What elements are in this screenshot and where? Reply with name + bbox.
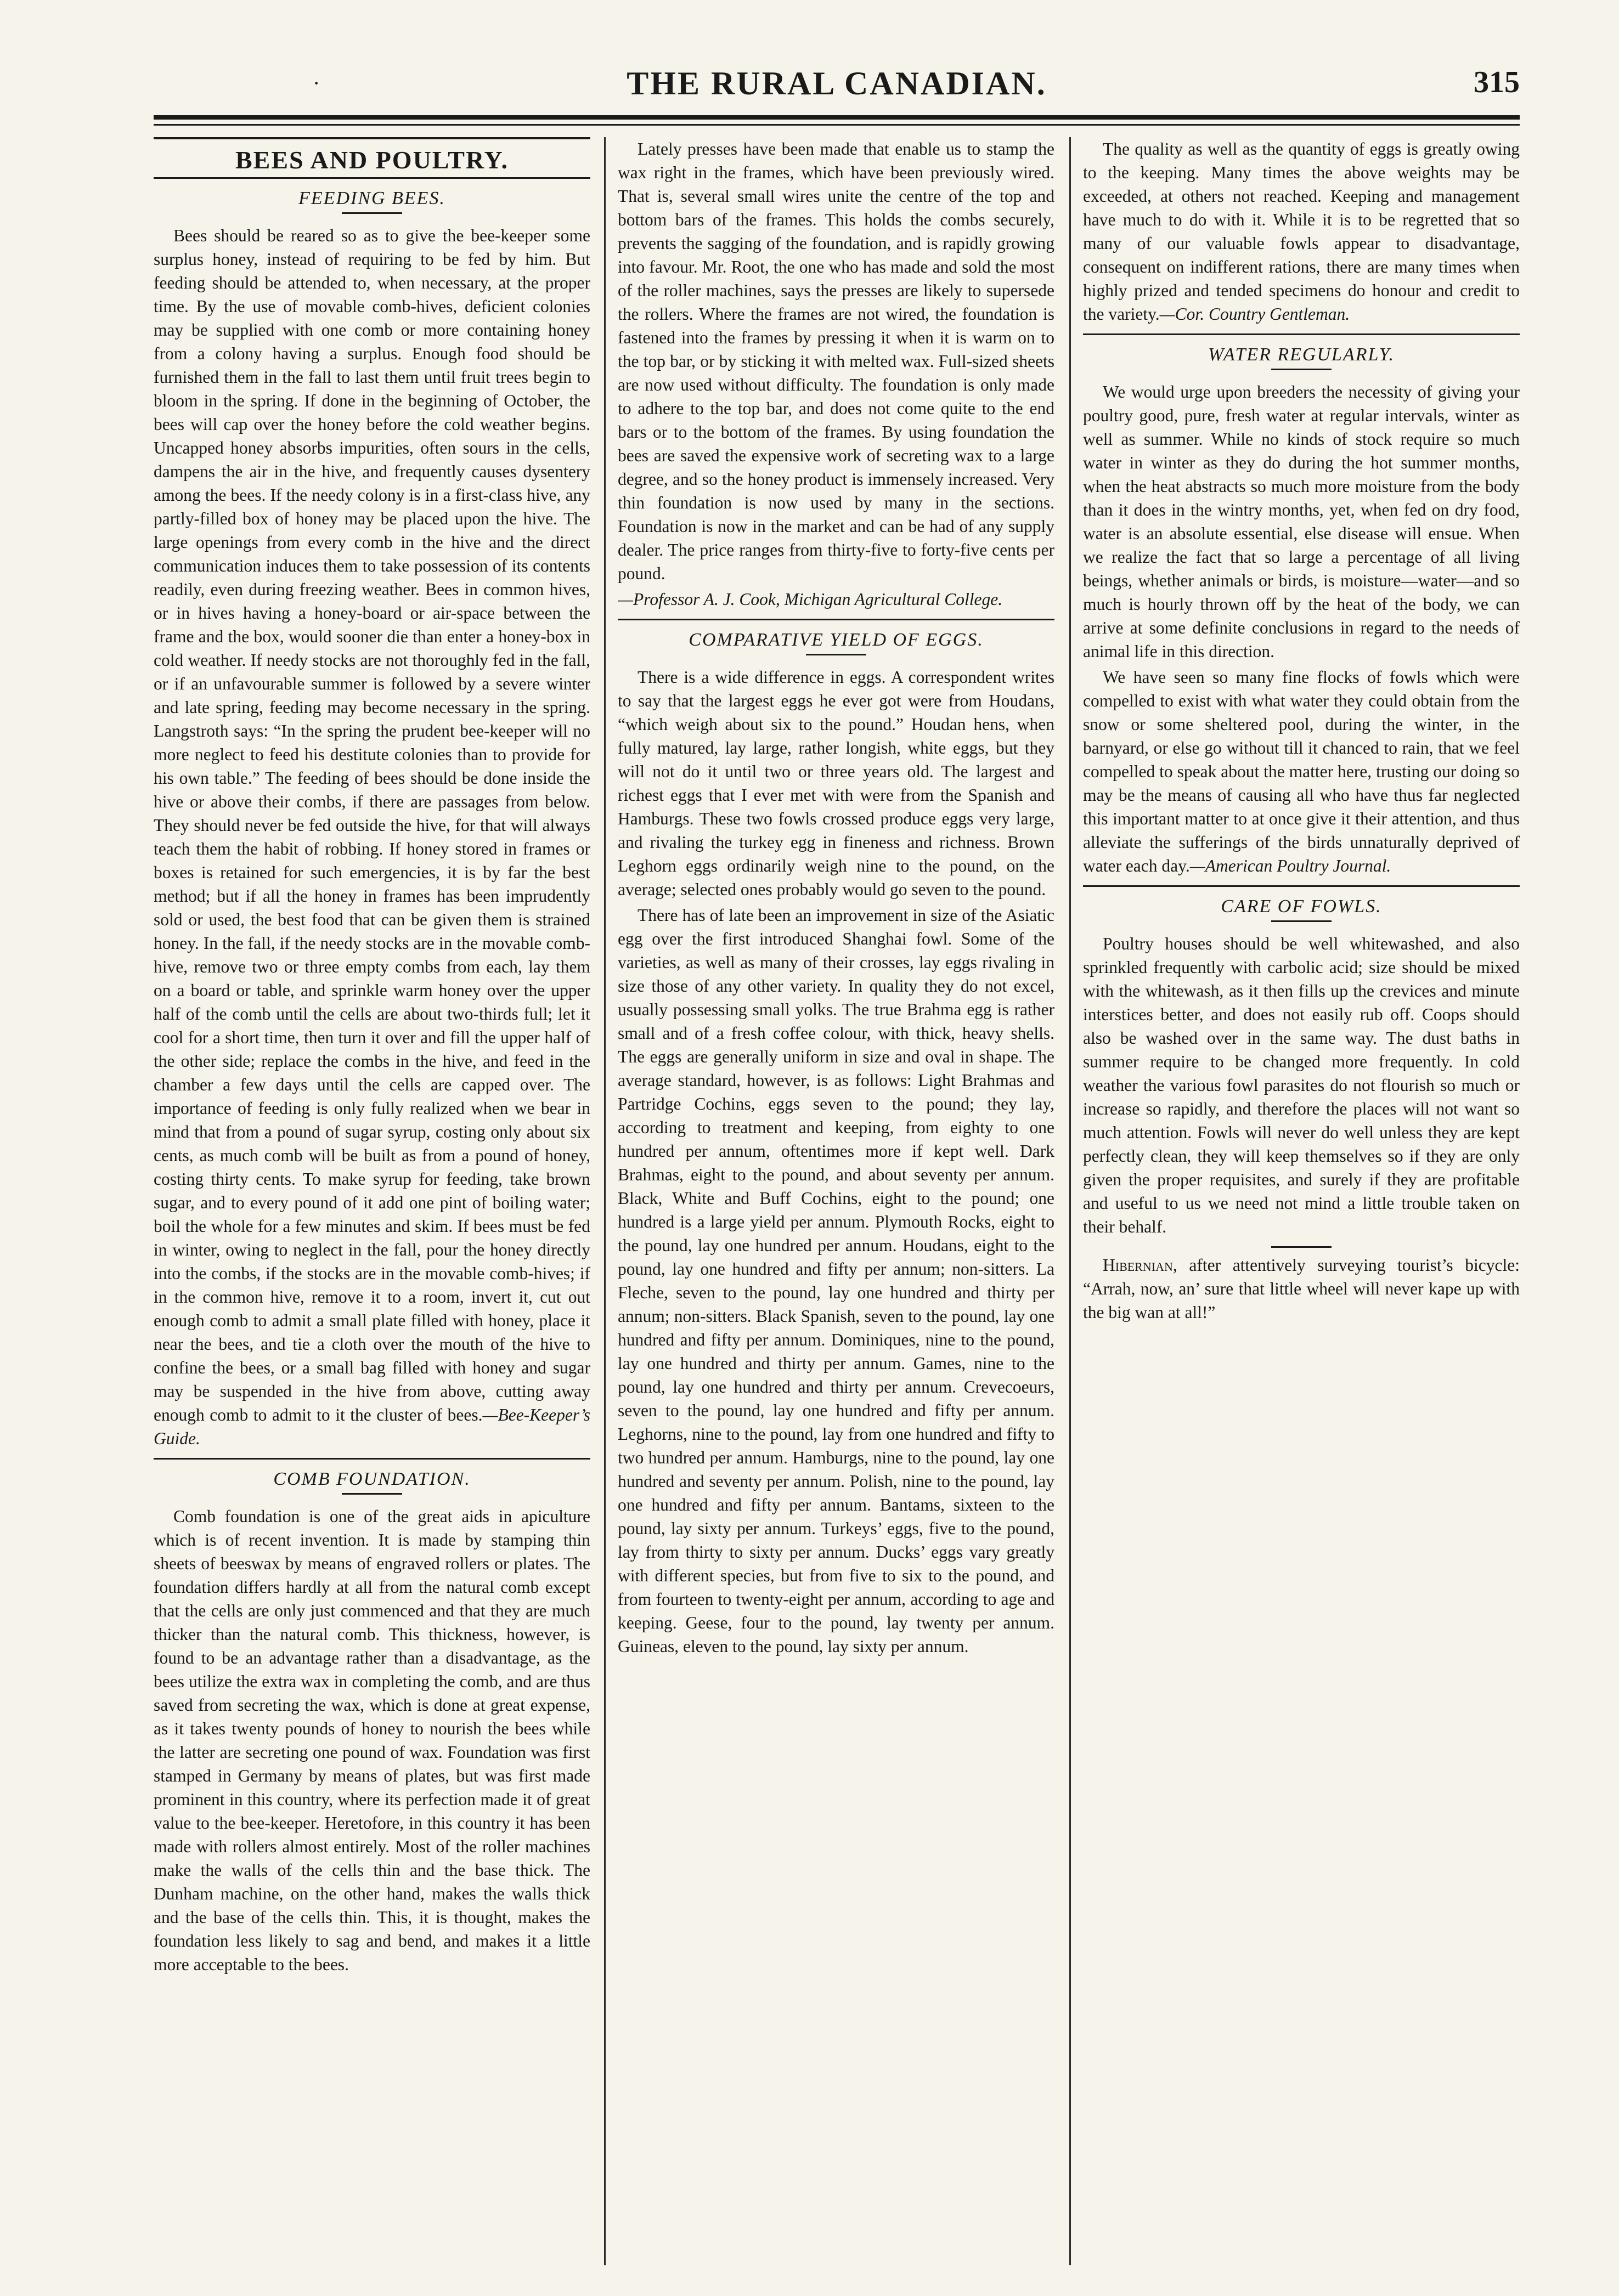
stray-mark: ·	[313, 71, 320, 95]
title-rule	[806, 654, 866, 655]
article-paragraph: Lately presses have been made that enable us to stamp the wax right in the frames, which have been previously wired. That is, several small wires unite the centre of the top and bottom bars of the frames. This holds the combs securely, prevents the sagging of the foundation, and is rapidly growing into favour. Mr. Root, the one who has made and sold the most of the roller machines, says the presses are likely to supersede the rollers. Where the frames are not wired, the foundation is fastened into the frames by pressing it when it is warm on to the top bar, or by sticking it with melted wax. Full-sized sheets are now used without difficulty. The foundation is only made to adhere to the top bar, and does not come quite to the end bars or to the bottom of the frames. By using foundation the bees are saved the expensive work of secreting wax to a large degree, and so the honey product is immensely increased. Very thin foundation is now used by many in the sections. Foundation is now in the market and can be had of any supply dealer. The price ranges from thirty-five to forty-five cents per pound.	[618, 139, 1054, 583]
masthead-title: THE RURAL CANADIAN.	[627, 65, 1047, 101]
article-paragraph: We have seen so many fine flocks of fowls which were compelled to exist with what water they could obtain from the snow or some sheltered pool, during the winter, in the barnyard, or else go without till it chanced to rain, that we feel compelled to speak about the matter here, trusting our doing so may be the means of causing all who have thus far neglected this important matter to at once give it their attention, and thus alleviate the sufferings of the birds unnaturally deprived of water each day.—American Poultry Journal.	[1083, 668, 1520, 875]
anecdote-speaker: Hibernian,	[1103, 1256, 1177, 1275]
article-paragraph: Comb foundation is one of the great aids in apiculture which is of recent invention. It is made by stamping thin sheets of beeswax by means of engraved rollers or plates. The foundation differs hardly at all from the natural comb except that the cells are only just commenced and that they are much thicker than the natural comb. This thickness, however, is found to be an advantage rather than a disadvantage, as the bees utilize the extra wax in completing the comb, and are thus saved from secreting the wax, which is done at great expense, as it takes twenty pounds of honey to nourish the bees while the latter are secreting one pound of wax. Foundation was first stamped in Germany by means of plates, but was first made prominent in this country, where its perfection made it of great value to the bee-keeper. Heretofore, in this country it has been made with rollers almost entirely. Most of the roller machines make the walls of the cells thin and the base thick. The Dunham machine, on the other hand, makes the walls thick and the base of the cells thin. This, it is thought, makes the foundation less likely to sag and bend, and makes it a little more acceptable to the bees.	[154, 1507, 590, 1974]
article-divider	[1083, 333, 1520, 335]
article-title-feeding-bees: FEEDING BEES.	[298, 188, 445, 208]
section-heading-box	[154, 137, 590, 179]
article-paragraph: We would urge upon breeders the necessity of giving your poultry good, pure, fresh water at regular intervals, winter as well as summer. While no kinds of stock require so much water in winter as they do during the hot summer months, when the heat abstracts so much more moisture from the body than it does in the wintry months, yet, when fed on dry food, water is an absolute essential, else disease will ensue. When we realize the fact that so large a percentage of all living beings, whether animals or birds, is moisture—water—and so much is hourly thrown off by the heat of the body, we can arrive at some definite conclusions in regard to the needs of animal life in this direction.	[1083, 382, 1520, 661]
column-2	[618, 137, 1054, 2276]
header-rule-thick	[154, 115, 1520, 120]
section-title: BEES AND POULTRY.	[235, 146, 509, 174]
page-number: 315	[1474, 65, 1520, 99]
article-title-comb-foundation: COMB FOUNDATION.	[273, 1469, 471, 1489]
title-rule	[342, 1493, 402, 1495]
title-rule	[1271, 920, 1332, 922]
article-title-yield-eggs: COMPARATIVE YIELD OF EGGS.	[689, 630, 984, 650]
article-source: —Bee-Keeper’s Guide.	[154, 1405, 590, 1448]
page-header	[154, 65, 1520, 120]
title-rule	[1271, 1246, 1332, 1248]
article-source: —Professor A. J. Cook, Michigan Agricultural College.	[618, 590, 1003, 609]
column-separator	[1069, 137, 1071, 2265]
article-paragraph: Poultry houses should be well whitewashed, and also sprinkled frequently with carbolic acid; size should be mixed with the whitewash, as it then fills up the crevices and minute interstices better, and does not easily rub off. Coops should also be washed over in the same way. The dust baths in summer require to be changed more frequently. In cold weather the various fowl parasites do not flourish so much or increase so rapidly, and therefore the places will not want so much attention. Fowls will never do well unless they are kept perfectly clean, they will keep themselves so if they are only given the proper requisites, and surely if they are profitable and useful to us we need not mind a little trouble taken on their behalf.	[1083, 934, 1520, 1236]
article-divider	[618, 619, 1054, 620]
article-source: —Cor. Country Gentleman.	[1159, 304, 1350, 324]
article-paragraph: The quality as well as the quantity of eggs is greatly owing to the keeping. Many times the above weights may be exceeded, at others not reached. Keeping and management have much to do with it. While it is to be regretted that so many of our valuable fowls appear to disadvantage, consequent on indifferent rations, there are many times when highly prized and tended specimens do honour and credit to the variety.—Cor. Country Gentleman.	[1083, 139, 1520, 324]
article-divider	[154, 1458, 590, 1460]
title-rule	[342, 212, 402, 214]
article-divider	[1083, 885, 1520, 887]
title-rule	[1271, 369, 1332, 370]
article-source: —American Poultry Journal.	[1189, 856, 1391, 875]
article-paragraph: Bees should be reared so as to give the bee-keeper some surplus honey, instead of requiring to be fed by him. But feeding should be attended to, when necessary, at the proper time. By the use of movable comb-hives, deficient colonies may be supplied with one comb or more containing honey from a colony having a surplus. Enough food should be furnished them in the fall to last them until fruit trees begin to bloom in the spring. If done in the beginning of October, the bees will cap over the honey before the cold weather begins. Uncapped honey absorbs impurities, often sours in the cells, dampens the air in the hive, and frequently causes dysentery among the bees. If the needy colony is in a first-class hive, any partly-filled box of honey may be placed upon the hive. The large openings from every comb in the hive and the direct communication induces them to take possession of its contents readily, even during freezing weather. Bees in common hives, or in hives having a honey-board or air-space between the frame and the box, would sooner die than enter a honey-box in cold weather. If needy stocks are not thoroughly fed in the fall, or if an unfavourable summer is followed by a severe winter and late spring, feeding may become necessary in the spring. Langstroth says: “In the spring the prudent bee-keeper will no more neglect to feed his destitute colonies than to provide for his own table.” The feeding of bees should be done inside the hive or above their combs, if there are passages from below. They should never be fed outside the hive, for that will always teach them the habit of robbing. If honey stored in frames or boxes is retained for such emergencies, it is by far the best method; but if all the honey in frames has been imprudently sold or used, the best food that can be given them is strained honey. In the fall, if the needy stocks are in the movable comb-hive, remove two or three empty combs from each, lay them on a board or table, and sprinkle warm honey over the upper half of the comb until the cells are about two-thirds full; let it cool for a short time, then turn it over and fill the upper half of the other side; replace the combs in the hive, and feed in the chamber a few days until the cells are capped over. The importance of feeding is only fully realized when we bear in mind that from a pound of sugar syrup, costing only about six cents, as much comb will be built as from a pound of honey, costing thirty cents. To make syrup for feeding, take brown sugar, and to every pound of it add one pint of boiling water; boil the whole for a few minutes and skim. If bees must be fed in winter, owing to neglect in the fall, pour the honey directly into the combs, if the stocks are in the movable comb-hives; if in the common hive, remove it to a room, invert it, cut out enough comb to admit a small plate filled with honey, place it near the bees, and tie a cloth over the mouth of the hive to confine the bees, or a small bag filled with honey and sugar may be suspended in the hive from above, cutting away enough comb to admit to it the cluster of bees.—Bee-Keeper’s Guide.	[154, 226, 590, 1448]
column-3	[1083, 137, 1520, 2276]
column-separator	[604, 137, 606, 2265]
article-paragraph: There is a wide difference in eggs. A correspondent writes to say that the largest eggs he ever got were from Houdans, “which weigh about six to the pound.” Houdan hens, when fully matured, lay large, rather longish, white eggs, but they will not do it until two or three years old. The largest and richest eggs that I ever met with were from the Spanish and Hamburgs. These two fowls crossed produce eggs very large, and rivaling the turkey egg in fineness and richness. Brown Leghorn eggs ordinarily weigh nine to the pound, on the average; selected ones probably would go seven to the pound.	[618, 668, 1054, 899]
article-title-care: CARE OF FOWLS.	[1221, 896, 1382, 917]
anecdote-paragraph: Hibernian, after attentively surveying tourist’s bicycle: “Arrah, now, an’ sure that little wheel will never kape up with the big wan at all!”	[1083, 1256, 1520, 1322]
article-paragraph: There has of late been an improvement in size of the Asiatic egg over the first introduced Shanghai fowl. Some of the varieties, as well as many of their crosses, lay eggs rivaling in size those of any other variety. In quality they do not excel, usually possessing small yolks. The true Brahma egg is rather small and of a fresh coffee colour, with thick, heavy shells. The eggs are generally uniform in size and oval in shape. The average standard, however, is as follows: Light Brahmas and Partridge Cochins, eggs seven to the pound; they lay, according to treatment and keeping, from eighty to one hundred per annum, oftentimes more if kept well. Dark Brahmas, eight to the pound, and about seventy per annum. Black, White and Buff Cochins, eight to the pound; one hundred is a large yield per annum. Plymouth Rocks, eight to the pound, lay one hundred per annum. Houdans, eight to the pound, lay one hundred and fifty per annum; non-sitters. La Fleche, seven to the pound, lay one hundred and thirty per annum; non-sitters. Black Spanish, seven to the pound, lay one hundred and fifty per annum. Dominiques, nine to the pound, lay one hundred and thirty per annum. Games, nine to the pound, lay one hundred and thirty per annum. Crevecoeurs, seven to the pound, lay one hundred and fifty per annum. Leghorns, nine to the pound, lay from one hundred and fifty to two hundred per annum. Hamburgs, nine to the pound, lay one hundred and seventy per annum. Polish, nine to the pound, lay one hundred and fifty per annum. Bantams, sixteen to the pound, lay sixty per annum. Turkeys’ eggs, five to the pound, lay from thirty to sixty per annum. Ducks’ eggs vary greatly with different species, but from five to six to the pound, and from fourteen to twenty-eight per annum, according to age and keeping. Geese, four to the pound, lay twenty per annum. Guineas, eleven to the pound, lay sixty per annum.	[618, 906, 1054, 1656]
article-title-water: WATER REGULARLY.	[1208, 344, 1395, 365]
header-rule-thin	[154, 124, 1520, 126]
column-1	[154, 137, 590, 2276]
